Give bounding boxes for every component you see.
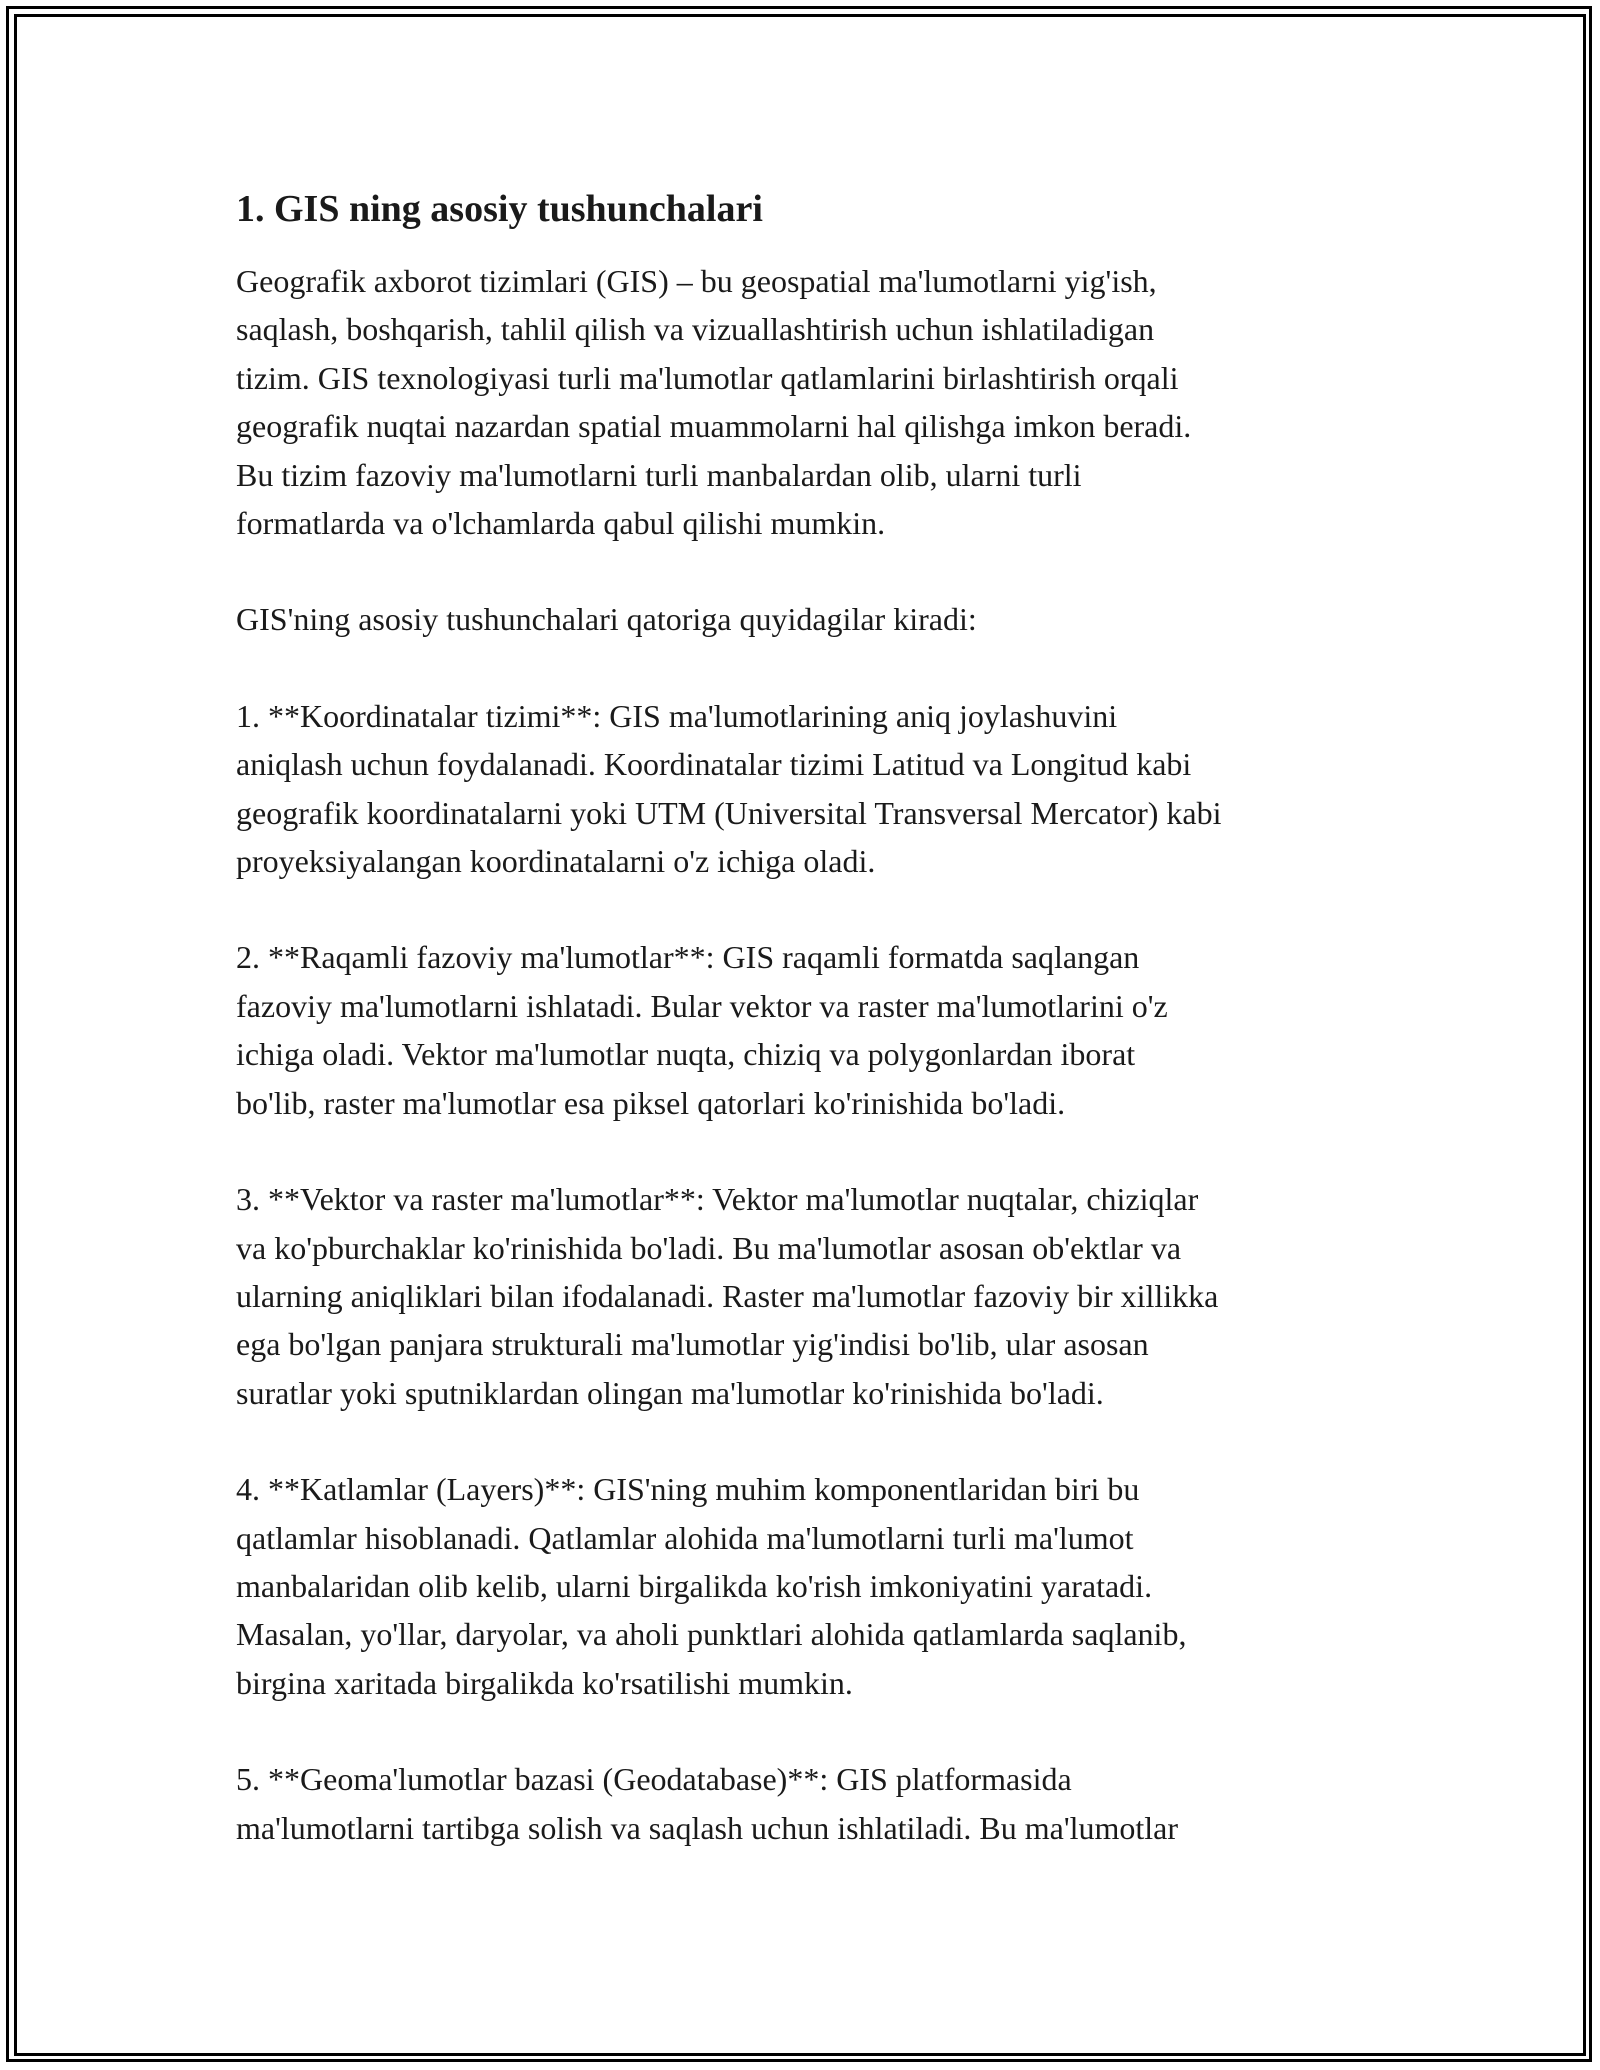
list-item-vector-raster-data: 3. **Vektor va raster ma'lumotlar**: Vektor ma'lumotlar nuqtalar, chiziqlar va ko'pburchaklar ko'rinishida bo'ladi. Bu ma'lumotlar asosan ob'ektlar va ularning aniqliklari bilan ifodalanadi. Raster ma'lumotlar fazoviy bir xillikka ega bo'lgan panjara strukturali ma'lumotlar yig'indisi bo'lib, ular asosan suratlar yoki sputniklardan olingan ma'lumotlar ko'rinishida bo'ladi. xyxy=(236,1181,1219,1411)
document-body xyxy=(236,185,1386,1852)
list-lead-paragraph: GIS'ning asosiy tushunchalari qatoriga quyidagilar kiradi: xyxy=(236,601,977,638)
section-heading: 1. GIS ning asosiy tushunchalari xyxy=(236,188,763,230)
list-item-layers: 4. **Katlamlar (Layers)**: GIS'ning muhim komponentlaridan biri bu qatlamlar hisoblanadi. Qatlamlar alohida ma'lumotlarni turli ma'lumot manbalaridan olib kelib, ularni birgalikda ko'rish imkoniyatini yaratadi. Masalan, yo'llar, daryolar, va aholi punktlari alohida qatlamlarda saqlanib, birgina xaritada birgalikda ko'rsatilishi mumkin. xyxy=(236,1471,1187,1701)
intro-paragraph: Geografik axborot tizimlari (GIS) – bu geospatial ma'lumotlarni yig'ish, saqlash, boshqarish, tahlil qilish va vizuallashtirish uchun ishlatiladigan tizim. GIS texnologiyasi turli ma'lumotlar qatlamlarini birlashtirish orqali geografik nuqtai nazardan spatial muammolarni hal qilishga imkon beradi. Bu tizim fazoviy ma'lumotlarni turli manbalardan olib, ularni turli formatlarda va o'lchamlarda qabul qilishi mumkin. xyxy=(236,263,1192,542)
list-item-geodatabase: 5. **Geoma'lumotlar bazasi (Geodatabase)**: GIS platformasida ma'lumotlarni tartibga solish va saqlash uchun ishlatiladi. Bu ma'lumotlar xyxy=(236,1761,1179,1846)
list-item-coordinate-system: 1. **Koordinatalar tizimi**: GIS ma'lumotlarining aniq joylashuvini aniqlash uchun foydalanadi. Koordinatalar tizimi Latitud va Longitud kabi geografik koordinatalarni yoki UTM (Universital Transversal Mercator) kabi proyeksiyalangan koordinatalarni o'z ichiga oladi. xyxy=(236,697,1222,880)
list-item-digital-spatial-data: 2. **Raqamli fazoviy ma'lumotlar**: GIS raqamli formatda saqlangan fazoviy ma'lumotlarni ishlatadi. Bular vektor va raster ma'lumotlarini o'z ichiga oladi. Vektor ma'lumotlar nuqta, chiziq va polygonlardan iborat bo'lib, raster ma'lumotlar esa piksel qatorlari ko'rinishida bo'ladi. xyxy=(236,939,1168,1121)
